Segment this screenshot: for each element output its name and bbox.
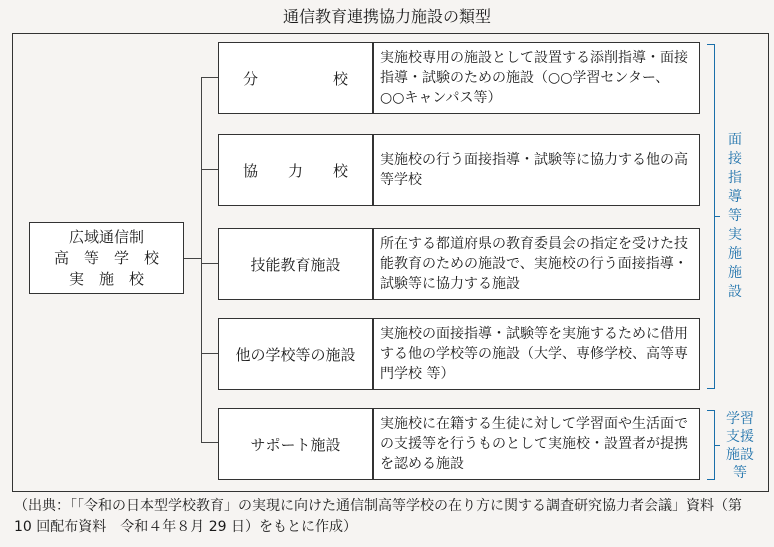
type-label: 他の学校等の施設 xyxy=(235,345,356,364)
source-note: （出典：「「令和の日本型学校教育」の実現に向けた通信制高等学校の在り方に関する調査研究協力者会議」資料（第 10 回配布資料 令和４年８月 29 日）をもとに作成） xyxy=(14,498,742,535)
type-box-other-school-facility xyxy=(218,318,373,390)
desc-text: 実施校専用の施設として設置する添削指導・面接指導・試験のための施設（○○学習センター、○○キャンパス等） xyxy=(380,50,688,106)
connector-branch-4 xyxy=(201,353,218,354)
desc-box-skill-facility xyxy=(373,228,700,300)
connector-trunk xyxy=(201,77,202,442)
desc-box-other-school-facility xyxy=(373,318,700,390)
desc-box-support-facility xyxy=(373,408,700,480)
desc-box-cooperating-school xyxy=(373,134,700,206)
origin-line-3: 実 施 校 xyxy=(68,269,144,288)
connector-branch-3 xyxy=(201,263,218,264)
type-box-branch-school xyxy=(218,42,373,114)
implementing-school-box xyxy=(29,222,184,294)
support-category-line-3: 施設等 xyxy=(726,447,754,481)
desc-text: 実施校に在籍する生徒に対して学習面や生活面での支援等を行うものとして実施校・設置者が提携を認める施設 xyxy=(380,416,688,472)
support-category-label xyxy=(721,410,759,482)
desc-text: 実施校の面接指導・試験等を実施するために借用する他の学校等の施設（大学、専修学校、高等専門学校 等） xyxy=(380,326,688,382)
type-box-support-facility xyxy=(218,408,373,480)
connector-branch-2 xyxy=(201,169,218,170)
interview-category-label: 面接指導等実施施設 xyxy=(728,132,742,300)
type-box-skill-facility xyxy=(218,228,373,300)
desc-text: 所在する都道府県の教育委員会の指定を受けた技能教育のための施設で、実施校の行う面接指導・試験等に協力する施設 xyxy=(380,236,688,292)
type-label: 分 校 xyxy=(242,69,348,88)
desc-text: 実施校の行う面接指導・試験等に協力する他の高等学校 xyxy=(380,152,688,188)
type-box-cooperating-school xyxy=(218,134,373,206)
connector-branch-5 xyxy=(201,442,218,443)
support-category-line-2: 支援 xyxy=(726,429,754,445)
figure-title: 通信教育連携協力施設の類型 xyxy=(282,7,491,26)
type-label: 協 力 校 xyxy=(242,161,348,180)
desc-box-branch-school xyxy=(373,42,700,114)
origin-line-1: 広域通信制 xyxy=(68,227,144,246)
connector-origin xyxy=(184,258,201,259)
origin-line-2: 高 等 学 校 xyxy=(53,248,159,267)
support-bracket-tip xyxy=(714,445,720,446)
interview-bracket-tip xyxy=(714,216,720,217)
connector-branch-1 xyxy=(201,77,218,78)
type-label: 技能教育施設 xyxy=(250,255,341,274)
type-label: サポート施設 xyxy=(250,435,341,454)
support-category-line-1: 学習 xyxy=(726,411,754,427)
